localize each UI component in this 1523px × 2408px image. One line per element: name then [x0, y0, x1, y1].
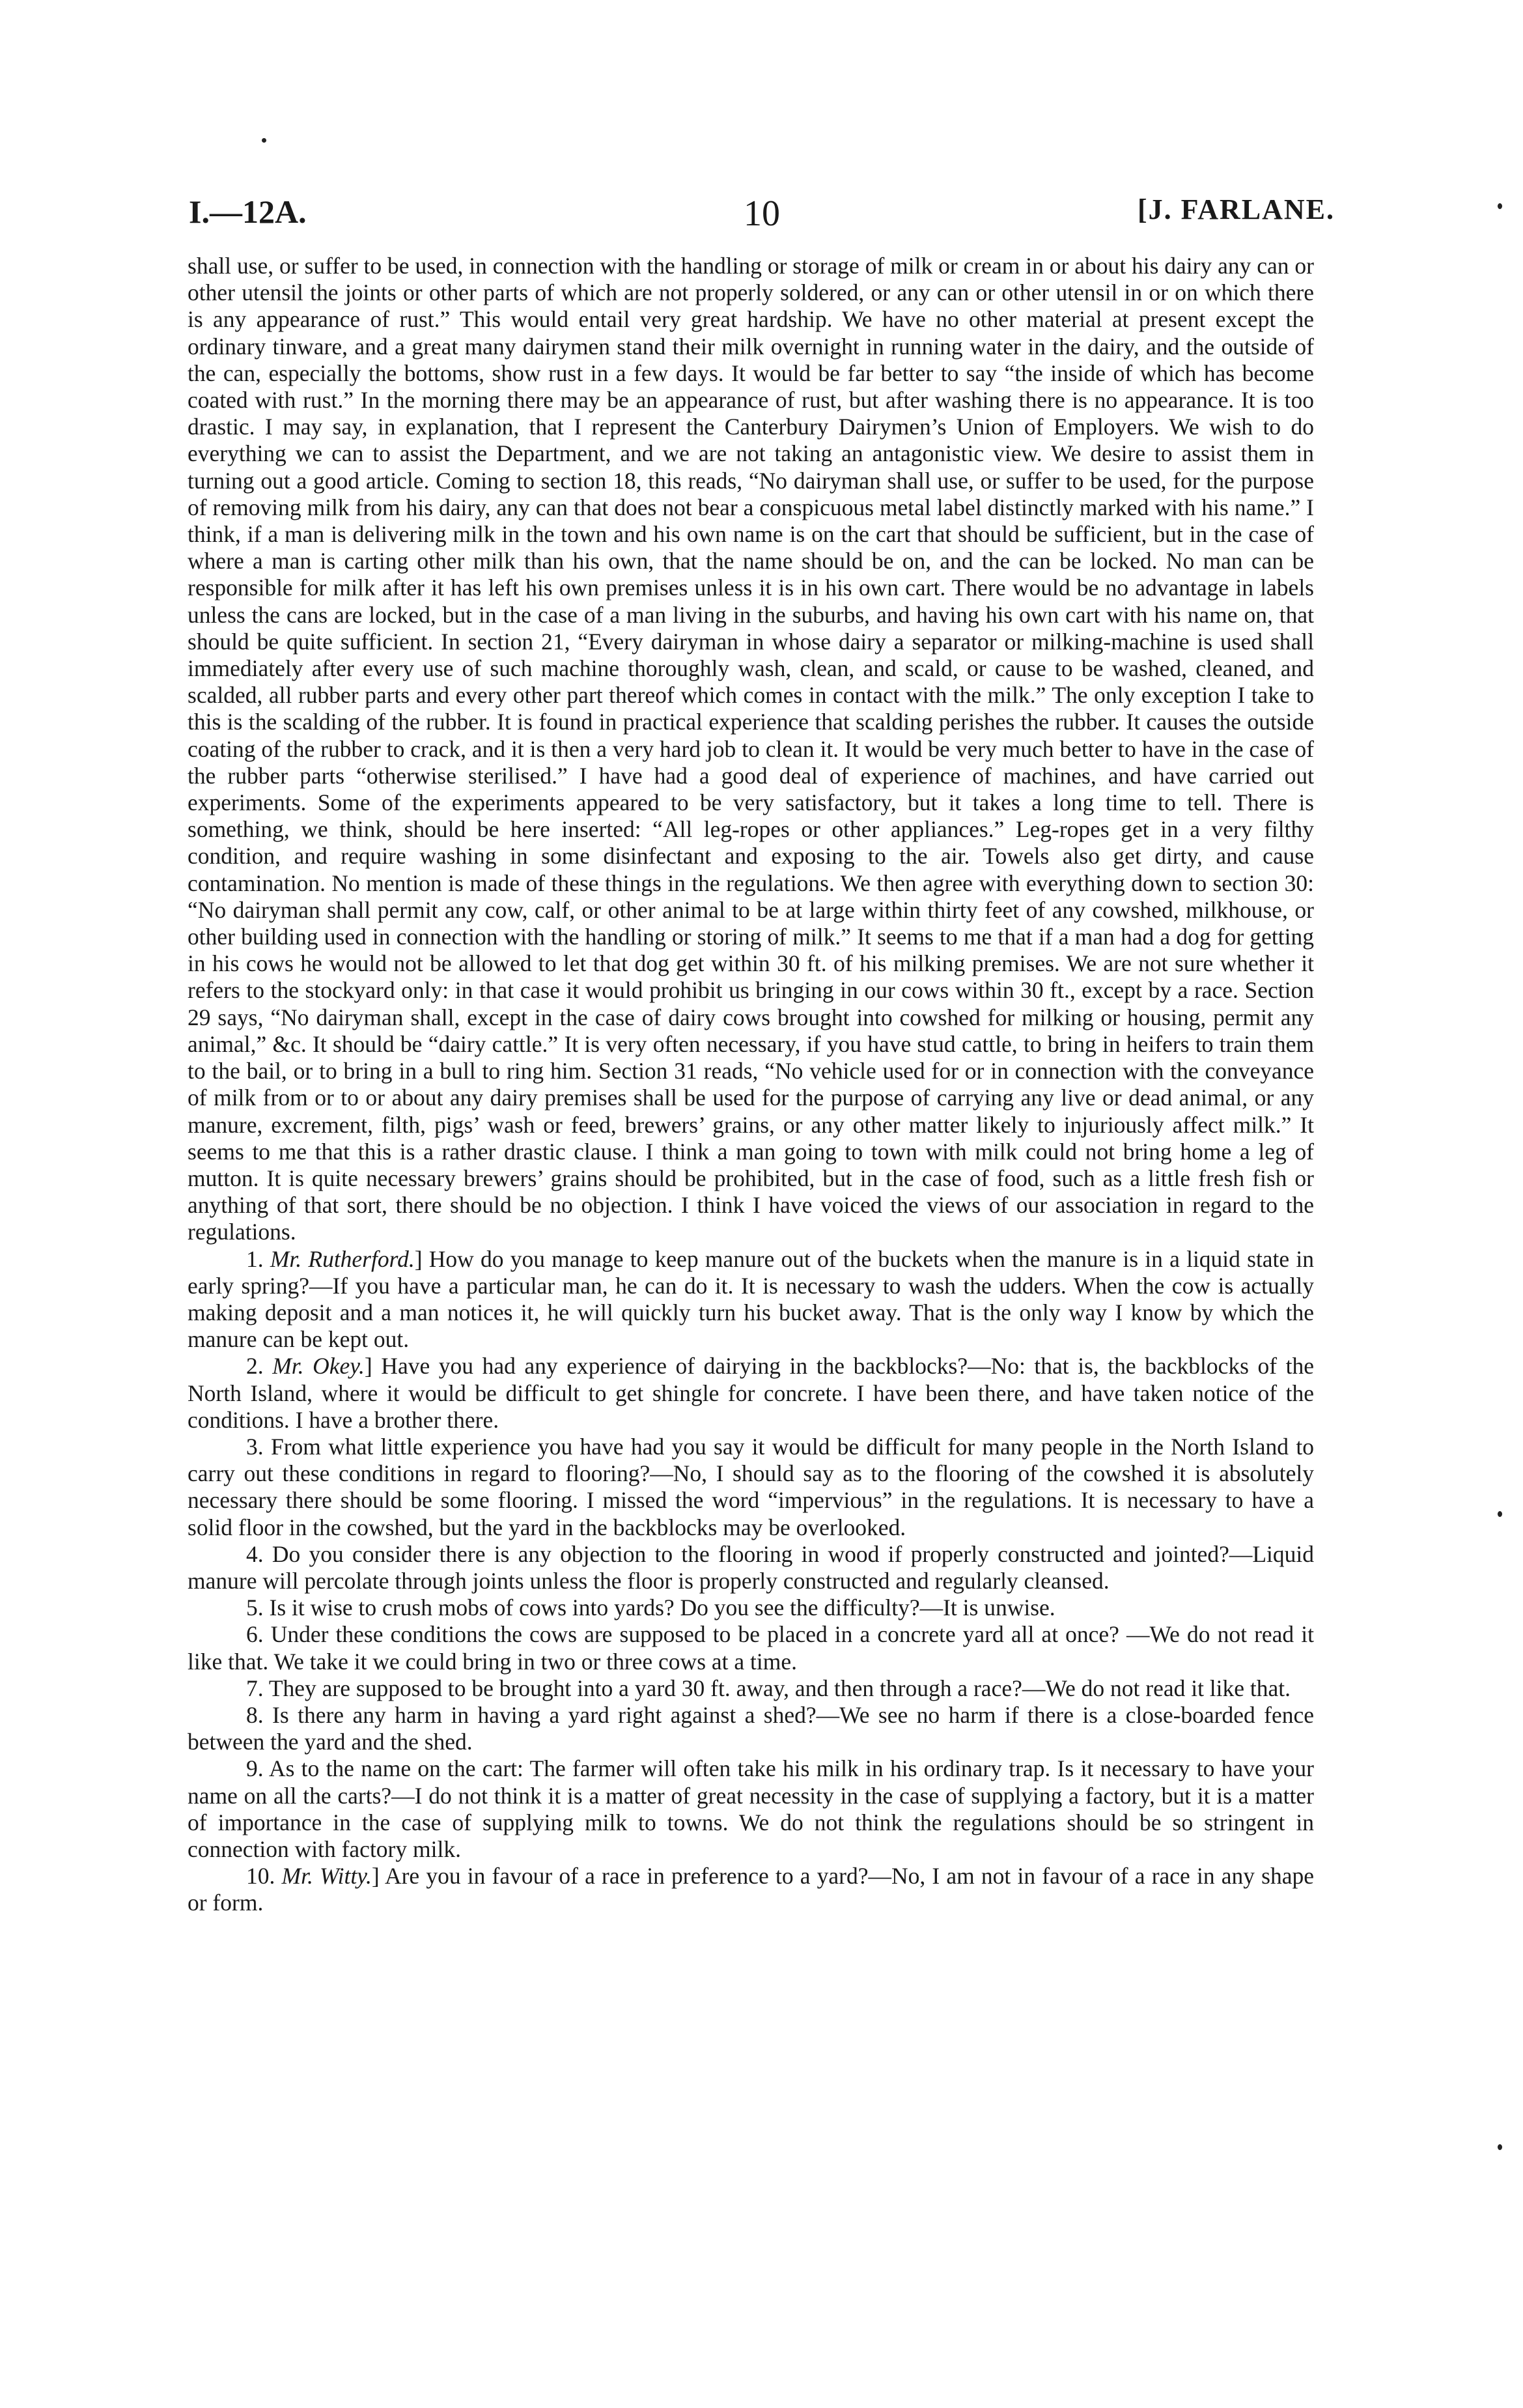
speck-mark — [1498, 2144, 1502, 2150]
speaker-name: Mr. Rutherford. — [270, 1245, 415, 1272]
question-6: 6. Under these conditions the cows are supposed to be placed in a concrete yard all at once? —We do not read it like that. We take it we could bring in two or three cows at a time. — [188, 1621, 1314, 1675]
paper-reference: I.—12A. — [189, 193, 307, 230]
question-8: 8. Is there any harm in having a yard right against a shed?—We see no harm if there is a close-boarded fence between the yard and the shed. — [188, 1701, 1314, 1755]
question-7: 7. They are supposed to be brought into a yard 30 ft. away, and then through a race?—We do not read it like that. — [246, 1675, 1291, 1701]
paragraph: shall use, or suffer to be used, in connection with the handling or storage of milk or cream in or about his dairy any can or other utensil the joints or other parts of which are not properly soldered, or any can or other utensil in or on which there is any appearance of rust.” This would entail very great hardship. We have no other material at present except the ordinary tinware, and a great many dairymen stand their milk overnight in running water in the dairy, and the outside of the can, especially the bottoms, show rust in a few days. It would be far better to say “the inside of which has become coated with rust.” In the morning there may be an appearance of rust, but after washing there is no appearance. It is too drastic. I may say, in explanation, that I represent the Canterbury Dairymen’s Union of Employers. We wish to do everything we can to assist the Department, and we are not taking an antagonistic view. We desire to assist them in turning out a good article. Coming to section 18, this reads, “No dairyman shall use, or suffer to be used, for the purpose of removing milk from his dairy, any can that does not bear a conspicuous metal label distinctly marked with his name.” I think, if a man is delivering milk in the town and his own name is on the cart that should be sufficient, but in the case of where a man is carting other milk than his own, that the name should be on, and the can be locked. No man can be responsible for milk after it has left his own premises unless it is in his own cart. There would be no advantage in labels unless the cans are locked, but in the case of a man living in the suburbs, and having his own cart with his name on, that should be quite sufficient. In section 21, “Every dairyman in whose dairy a separator or milking-machine is used shall immediately after every use of such machine thoroughly wash, clean, and scald, or cause to be washed, cleaned, and scalded, all rubber parts and every other part thereof which comes in contact with the milk.” The only exception I take to this is the scalding of the rubber. It is found in practical experience that scalding perishes the rubber. It causes the outside coating of the rubber to crack, and it is then a very hard job to clean it. It would be very much better to have in the case of the rubber parts “otherwise sterilised.” I have had a good deal of experience of machines, and have carried out experiments. Some of the experiments appeared to be very satisfactory, but it takes a long time to tell. There is something, we think, should be here inserted: “All leg-ropes or other appliances.” Leg-ropes get in a very filthy condition, and require washing in some disinfectant and exposing to the air. Towels also get dirty, and cause contamination. No mention is made of these things in the regulations. We then agree with everything down to section 30: “No dairyman shall permit any cow, calf, or other animal to be at large within thirty feet of any cowshed, milkhouse, or other building used in connection with the handling or storing of milk.” It seems to me that if a man had a dog for getting in his cows he would not be allowed to let that dog get within 30 ft. of his milking premises. We are not sure whether it refers to the stockyard only: in that case it would prohibit us bringing in our cows within 30 ft., except by a race. Section 29 says, “No dairyman shall, except in the case of dairy cows brought into cowshed for milking or housing, permit any animal,” &c. It should be “dairy cattle.” It is very often necessary, if you have stud cattle, to bring in heifers to train them to the bail, or to bring in a bull to ring him. Section 31 reads, “No vehicle used for or in connection with the conveyance of milk from or to or about any dairy premises shall be used for the purpose of carrying any live or dead animal, or any manure, excrement, filth, pigs’ wash or feed, brewers’ grains, or any other matter likely to injuriously affect milk.” It seems to me that this is a rather drastic clause. I think a man going to town with milk could not bring home a leg of mutton. It is quite necessary brewers’ grains should be prohibited, but in the case of food, such as a little fresh fish or anything of that sort, there should be no objection. I think I have voiced the views of our association in regard to the regulations. — [188, 253, 1314, 1245]
speaker-name: Mr. Witty. — [281, 1863, 372, 1890]
speck-mark — [262, 138, 266, 143]
speck-mark — [1498, 1511, 1502, 1517]
question-4: 4. Do you consider there is any objection to the flooring in wood if properly constructed and jointed?—Liquid manure will percolate through joints unless the floor is properly constructed and regularly cleansed. — [188, 1540, 1314, 1594]
question-5: 5. Is it wise to crush mobs of cows into yards? Do you see the difficulty?—It is unwise. — [246, 1594, 1055, 1621]
witness-name: [J. FARLANE. — [1137, 193, 1335, 225]
question-2: 2. Mr. Okey.] Have you had any experience of dairying in the backblocks?—No: that is, the backblocks of the North Island, where it would be difficult to get shingle for concrete. I have been there, and have taken notice of the conditions. I have a brother there. — [188, 1353, 1315, 1433]
question-9: 9. As to the name on the cart: The farmer will often take his milk in his ordinary trap. Is it necessary to have your name on all the carts?—I do not think it is a matter of great necessity in the case of supplying a factory, but it is a matter of importance in the case of supplying milk to towns. We do not think the regulations should be so stringent in connection with factory milk. — [188, 1755, 1314, 1862]
question-1: 1. Mr. Rutherford.] How do you manage to keep manure out of the buckets when the manure is in a liquid state in early spring?—If you have a particular man, he can do it. It is necessary to wash the udders. When the cow is actually making deposit and a man notices it, he will quickly turn his bucket away. That is the only way I know by which the manure can be kept out. — [188, 1245, 1315, 1353]
body-text — [188, 253, 1314, 1917]
speaker-name: Mr. Okey. — [272, 1353, 365, 1380]
page-number: 10 — [744, 193, 780, 234]
page-header — [189, 193, 1335, 245]
question-3: 3. From what little experience you have had you say it would be difficult for many people in the North Island to carry out these conditions in regard to flooring?—No, I should say as to the flooring of the cowshed it is absolutely necessary there should be some flooring. I missed the word “impervious” in the regulations. It is necessary to have a solid floor in the cowshed, but the yard in the backblocks may be overlooked. — [188, 1433, 1314, 1540]
speck-mark — [1498, 203, 1502, 209]
question-10: 10. Mr. Witty.] Are you in favour of a race in preference to a yard?—No, I am not in favour of a race in any shape or form. — [188, 1863, 1315, 1916]
